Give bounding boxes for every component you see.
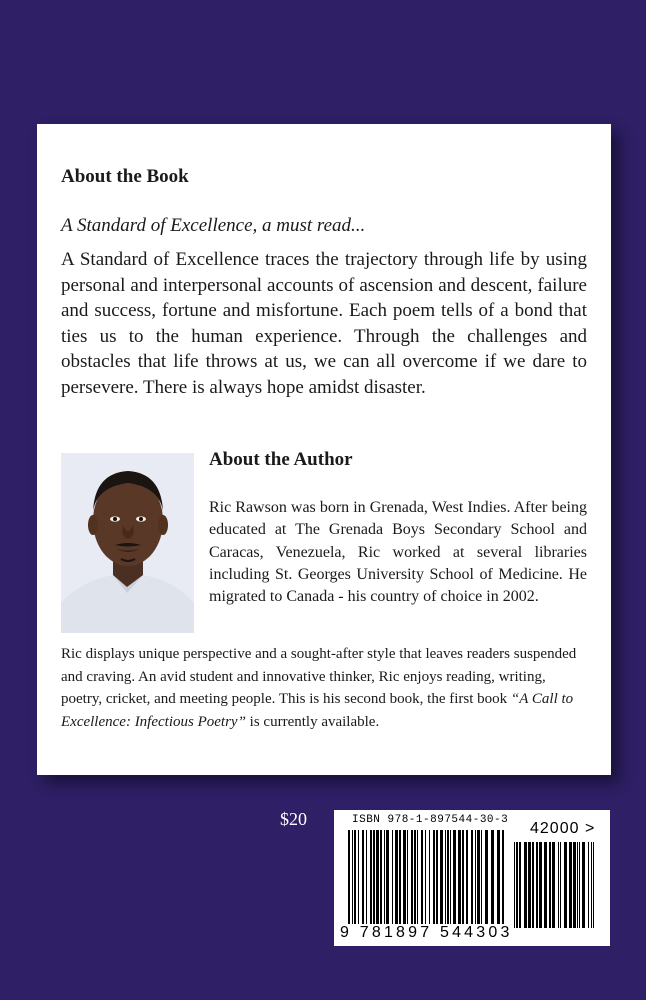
isbn-barcode (334, 810, 610, 946)
about-book-heading: About the Book (61, 166, 189, 187)
previous-book-title: “A Call to Excellence: Infectious Poetry” (61, 691, 574, 730)
about-author-heading: About the Author (209, 449, 353, 470)
book-tagline: A Standard of Excellence, a must read... (61, 215, 366, 236)
book-description: A Standard of Excellence traces the trajectory through life by using personal and interpersonal accounts of ascension and descent, failure and success, fortune and misfortune. Each poem tells of a bond that ties us to the human experience. Through the challenges and obstacles that life throws at us, we can all overcome if we dare to persevere. There is always hope amidst disaster. (61, 249, 587, 398)
author-photo (61, 453, 194, 633)
price-label: $20 (280, 809, 307, 829)
back-cover-panel (37, 124, 611, 775)
barcode-number: 9 781897 544303 (340, 924, 513, 941)
isbn-label: ISBN 978-1-897544-30-3 (352, 814, 509, 826)
author-bio-text: Ric displays unique perspective and a sought-after style that leaves readers suspended and craving. An avid student and innovative thinker, Ric enjoys reading, writing, poetry, cricket, and meeting people. This is his second book, the first book (61, 646, 577, 707)
author-bio-continued (61, 643, 587, 733)
author-bio-text-end: is currently available. (245, 713, 380, 730)
author-bio: Ric Rawson was born in Grenada, West Indies. After being educated at The Grenada Boys Secondary School and Caracas, Venezuela, Ric worked at several libraries including St. Georges University School of Medicine. He migrated to Canada - his country of choice in 2002. (209, 499, 587, 606)
price-code: 42000 > (530, 820, 596, 837)
author-portrait-icon (61, 453, 194, 633)
